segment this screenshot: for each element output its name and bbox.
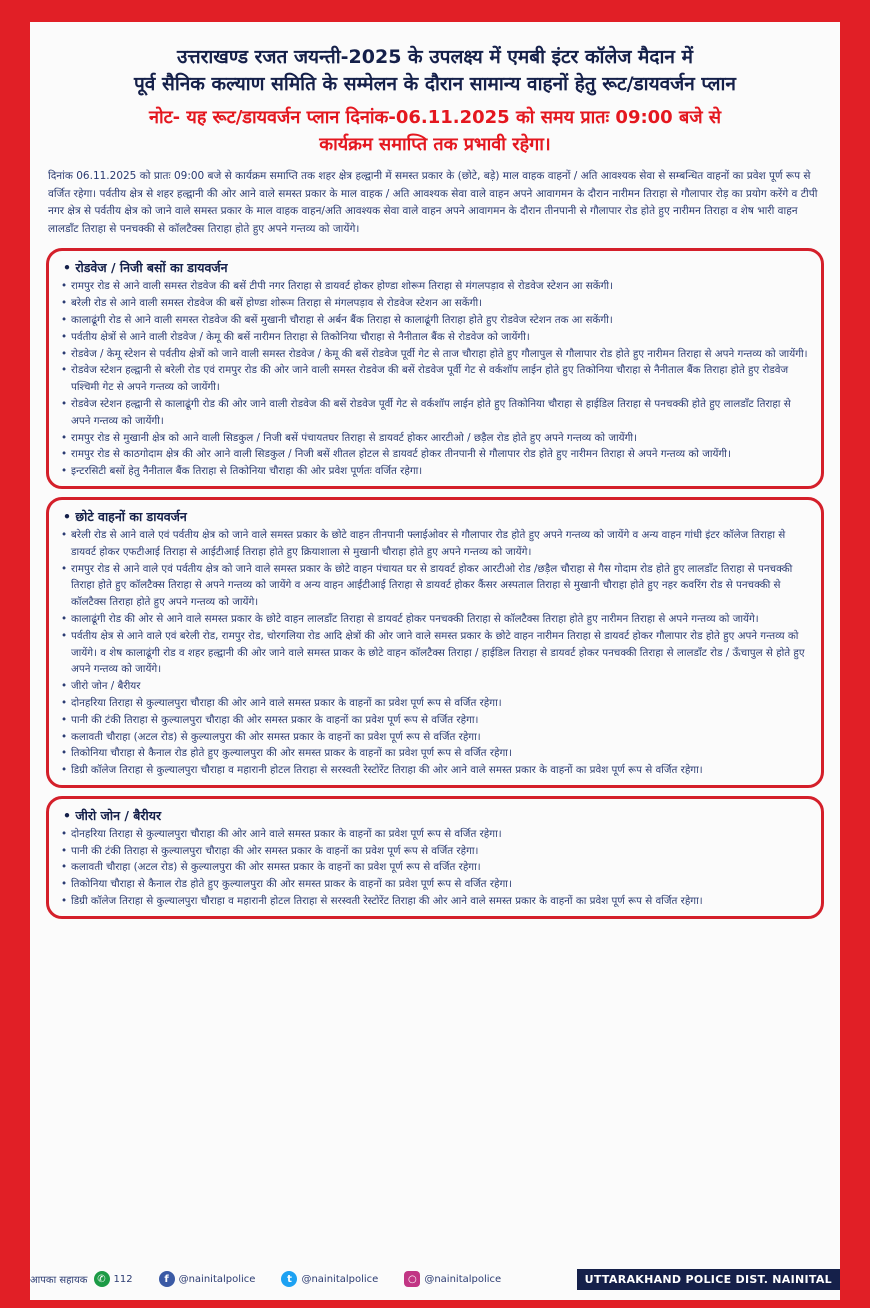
zero-zone-title: • जीरो जोन / बैरीयर (63, 807, 162, 823)
list-item: • कालाढूंगी रोड की ओर से आने वाले समस्त प्रकार के छोटे वाहन लालडाँट तिराहा से डायवर्ट होकर पनचक्की तिराहा से कॉलटैक्स तिराहा होते हुए नारीमन तिराहा से अपने गन्तव्य को जायेंगे। (61, 611, 809, 628)
list-item: • रोडवेज / केमू स्टेशन से पर्वतीय क्षेत्रों को जाने वाली समस्त रोडवेज / केमू की बसें रोडवेज पूर्वी गेट से ताज चौराहा होते हुए गौलापुल से गौलापार रोड होते हुए नारीमन तिराहा से अपने गन्तव्य को जायेंगी। (61, 346, 809, 363)
bus-diversion-list (61, 278, 809, 480)
list-item: • तिकोनिया चौराहा से कैनाल रोड होते हुए कुल्यालपुरा की ओर समस्त प्राकर के वाहनों का प्रवेश पूर्ण रूप से वर्जित रहेगा। (61, 876, 809, 893)
instagram-text: @nainitalpolice (424, 1273, 502, 1285)
list-item: • तिकोनिया चौराहा से कैनाल रोड होते हुए कुल्यालपुरा की ओर समस्त प्राकर के वाहनों का प्रवेश पूर्ण रूप से वर्जित रहेगा। (61, 745, 809, 762)
list-item: • डिग्री कॉलेज तिराहा से कुल्यालपुरा चौराहा व महारानी होटल तिराहा से सरस्वती रेस्टोरेंट तिराहा की ओर आने वाले समस्त प्रकार के वाहनों का प्रवेश पूर्ण रूप से वर्जित रहेगा। (61, 893, 809, 910)
helpline (30, 1271, 133, 1287)
footer-bar (30, 1268, 840, 1290)
list-item: • बरेली रोड से आने वाले एवं पर्वतीय क्षेत्र को जाने वाले समस्त प्रकार के छोटे वाहन तीनपानी फ्लाईओवर से गौलापार रोड होते हुए अपने गन्तव्य को जायेंगे व अन्य वाहन गांधी इंटर कॉलेज तिराहा से डायवर्ट होकर एफटीआई तिराहा से आईटीआई तिराहा होते हुए क्रियाशाला से मुखानी चौराहा होते हुए अपने गन्तव्य को जायेंगे। (61, 527, 809, 561)
notice-sheet (30, 22, 840, 1300)
list-item: • कलावती चौराहा (अटल रोड) से कुल्यालपुरा की ओर समस्त प्रकार के वाहनों का प्रवेश पूर्ण रूप से वर्जित रहेगा। (61, 729, 809, 746)
small-vehicle-diversion-box (46, 497, 824, 788)
small-vehicle-diversion-list (61, 527, 809, 779)
twitter-text: @nainitalpolice (301, 1273, 379, 1285)
list-item: • बरेली रोड से आने वाली समस्त रोडवेज की बसें होण्डा शोरूम तिराहा से मंगलपड़ाव से रोडवेज स्टेशन आ सकेंगी। (61, 295, 809, 312)
notice-title (46, 44, 824, 98)
facebook-icon: f (159, 1271, 175, 1287)
list-item: • पर्वतीय क्षेत्रों से आने वाली रोडवेज / केमू की बसें नारीमन तिराहा से तिकोनिया चौराहा से नैनीताल बैंक से रोडवेज को जायेंगी। (61, 329, 809, 346)
twitter-icon: t (281, 1271, 297, 1287)
list-item: • रोडवेज स्टेशन हल्द्वानी से बरेली रोड एवं रामपुर रोड की ओर जाने वाली समस्त रोडवेज की बसें रोडवेज पूर्वी गेट से वर्कशॉप लाईन होते हुए तिकोनिया चौराहा से नैनीताल बैंक तिराहा होते हुए रोडवेज पश्चिमी गेट से अपने गन्तव्य को जायेंगी। (61, 362, 809, 396)
list-item: • कलावती चौराहा (अटल रोड) से कुल्यालपुरा की ओर समस्त प्रकार के वाहनों का प्रवेश पूर्ण रूप से वर्जित रहेगा। (61, 859, 809, 876)
note-line-1: नोट- यह रूट/डायवर्जन प्लान दिनांक-06.11.2025 को समय प्रातः 09:00 बजे से (148, 107, 722, 128)
list-item: • जीरो जोन / बैरीयर (61, 678, 809, 695)
zero-zone-list (61, 826, 809, 910)
intro-paragraph: दिनांक 06.11.2025 को प्रातः 09:00 बजे से कार्यक्रम समाप्ति तक शहर क्षेत्र हल्द्वानी में समस्त प्रकार के (छोटे, बड़े) माल वाहक वाहनों / अति आवश्यक सेवा से सम्बन्धित वाहनों का प्रवेश पूर्ण रूप से वर्जित रहेगा। पर्वतीय क्षेत्र से शहर हल्द्वानी की ओर आने वाले समस्त प्रकार के माल वाहक / अति आवश्यक सेवा वाले वाहन अपने आवागमन के दौरान नारीमन तिराहा से गौलापार रोड़ का प्रयोग करेंगे व टीपी नगर क्षेत्र से पर्वतीय क्षेत्र को जाने वाले समस्त प्रकार के माल वाहक वाहन/अति आवश्यक सेवा वाले वाहन अपने आवागमन के दौरान तीनपानी से गौलापार रोड होते हुए नारीमन तिराहा व शेष भारी वाहन लालडाँट तिराहा से पनचक्की से कॉलटैक्स तिराहा होते हुए अपने गन्तव्य को जायेंगे। (48, 170, 818, 235)
list-item: • दोनहरिया तिराहा से कुल्यालपुरा चौराहा की ओर आने वाले समस्त प्रकार के वाहनों का प्रवेश पूर्ण रूप से वर्जित रहेगा। (61, 826, 809, 843)
phone-icon: ✆ (94, 1271, 110, 1287)
instagram-handle[interactable] (404, 1271, 501, 1287)
helpline-label: आपका सहायक (30, 1275, 88, 1286)
title-line-2: पूर्व सैनिक कल्याण समिति के सम्मेलन के दौरान सामान्य वाहनों हेतु रूट/डायवर्जन प्लान (134, 73, 736, 95)
list-item: • दोनहरिया तिराहा से कुल्यालपुरा चौराहा की ओर आने वाले समस्त प्रकार के वाहनों का प्रवेश पूर्ण रूप से वर्जित रहेगा। (61, 695, 809, 712)
facebook-handle[interactable] (159, 1271, 256, 1287)
list-item: • डिग्री कॉलेज तिराहा से कुल्यालपुरा चौराहा व महारानी होटल तिराहा से सरस्वती रेस्टोरेंट तिराहा की ओर आने वाले समस्त प्रकार के वाहनों का प्रवेश पूर्ण रूप से वर्जित रहेगा। (61, 762, 809, 779)
zero-zone-box (46, 796, 824, 919)
small-vehicle-diversion-title: • छोटे वाहनों का डायवर्जन (63, 508, 187, 524)
twitter-handle[interactable] (281, 1271, 378, 1287)
list-item: • रामपुर रोड से आने वाले एवं पर्वतीय क्षेत्र को जाने वाले समस्त प्रकार के छोटे वाहन पंचायत घर से डायवर्ट होकर आरटीओ रोड /छड़ैल चौराहा से गैस गोदाम रोड होते हुए लालडाँट तिराहा से पनचक्की तिराहा होते हुए कॉलटैक्स तिराहा से अपने गन्तव्य को जायेंगे व अन्य वाहन आईटीआई तिराहा से डायवर्ट होकर कैंसर अस्पताल तिराहा से मुखानी चौराहा होते हुए नहर कवरिंग रोड से पनचक्की से कॉलटैक्स तिराहा होते हुए अपने गन्तव्य को जायेंगे। (61, 561, 809, 611)
note-line-2: कार्यक्रम समाप्ति तक प्रभावी रहेगा। (319, 134, 551, 155)
list-item: • रोडवेज स्टेशन हल्द्वानी से कालाढूंगी रोड की ओर जाने वाली रोडवेज की बसें रोडवेज पूर्वी गेट से वर्कशॉप लाईन होते हुए तिकोनिया चौराहा से हाईडिल तिराहा से पनचक्की होते हुए लालडाँट तिराहा से अपने गन्तव्य को जायेंगी। (61, 396, 809, 430)
list-item: • पानी की टंकी तिराहा से कुल्यालपुरा चौराहा की ओर समस्त प्रकार के वाहनों का प्रवेश पूर्ण रूप से वर्जित रहेगा। (61, 712, 809, 729)
list-item: • पानी की टंकी तिराहा से कुल्यालपुरा चौराहा की ओर समस्त प्रकार के वाहनों का प्रवेश पूर्ण रूप से वर्जित रहेगा। (61, 843, 809, 860)
list-item: • रामपुर रोड से काठगोदाम क्षेत्र की ओर आने वाली सिडकुल / निजी बसें शीतल होटल से डायवर्ट होकर तीनपानी से गौलापार रोड होते हुए नारीमन तिराहा से अपने गन्तव्य को जायेंगी। (61, 446, 809, 463)
list-item: • रामपुर रोड से आने वाली समस्त रोडवेज की बसें टीपी नगर तिराहा से डायवर्ट होकर होण्डा शोरूम तिराहा से मंगलपड़ाव से रोडवेज स्टेशन आ सकेंगी। (61, 278, 809, 295)
bus-diversion-box (46, 248, 824, 489)
helpline-number: 112 (113, 1273, 133, 1285)
bus-diversion-title: • रोडवेज / निजी बसों का डायवर्जन (63, 260, 228, 276)
brand-banner: UTTARAKHAND POLICE DIST. NAINITAL (577, 1269, 840, 1290)
facebook-text: @nainitalpolice (178, 1273, 256, 1285)
title-line-1: उत्तराखण्ड रजत जयन्ती-2025 के उपलक्ष्य में एमबी इंटर कॉलेज मैदान में (177, 46, 693, 68)
instagram-icon: ○ (404, 1271, 420, 1287)
list-item: • इन्टरसिटी बसों हेतु नैनीताल बैंक तिराहा से तिकोनिया चौराहा की ओर प्रवेश पूर्णतः वर्जित रहेगा। (61, 463, 809, 480)
validity-note (46, 104, 824, 158)
list-item: • कालाढूंगी रोड से आने वाली समस्त रोडवेज की बसें मुखानी चौराहा से अर्बन बैंक तिराहा से कालाढूंगी तिराहा होते हुए रोडवेज स्टेशन तक आ सकेंगी। (61, 312, 809, 329)
list-item: • रामपुर रोड से मुखानी क्षेत्र को आने वाली सिडकुल / निजी बसें पंचायतघर तिराहा से डायवर्ट होकर आरटीओ / छड़ैल रोड होते हुए अपने गन्तव्य को जायेंगी। (61, 430, 809, 447)
list-item: • पर्वतीय क्षेत्र से आने वाले एवं बरेली रोड, रामपुर रोड, चोरगलिया रोड आदि क्षेत्रों की ओर जाने वाले समस्त प्रकार के छोटे वाहन नारीमन तिराहा से डायवर्ट होकर गौलापार रोड होते हुए अपने गन्तव्य को जायेंगे। व शेष कालाढूंगी रोड व शहर हल्द्वानी की ओर जाने वाले समस्त प्राकर के छोटे वाहन कॉलटैक्स तिराहा / हाईडिल तिराहा से डायवर्ट होकर पनचक्की तिराहा से लालडाँट रोड / ऊँचापुल से होते हुए अपने गन्तव्य को जायेंगे। (61, 628, 809, 678)
